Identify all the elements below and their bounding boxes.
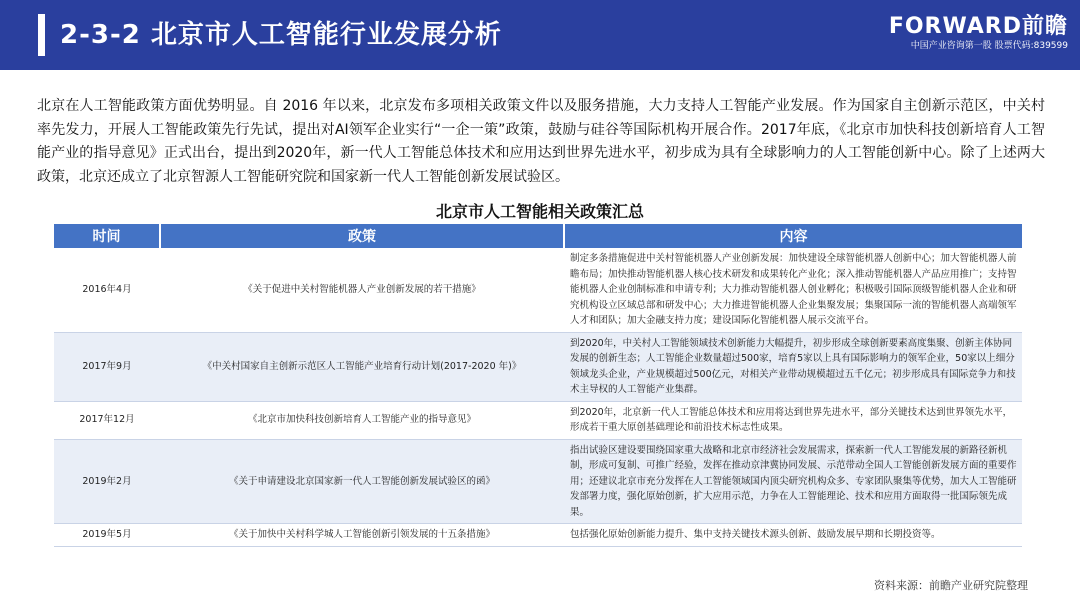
cell-content: 制定多条措施促进中关村智能机器人产业创新发展：加快建设全球智能机器人创新中心；加大智能机器人前瞻布局；加快推动智能机器人核心技术研发和成果转化产业化；深入推动智能机器人产品应用推广；支持智能机器人企业创制标准和申请专利；大力推动智能机器人创业孵化；积极吸引国际顶级智能机器人企业和研究机构设立区域总部和研发中心；大力推进智能机器人企业集聚发展；集聚国际一流的智能机器人高端领军人才和团队；加大金融支持力度；建设国际化智能机器人展示交流平台。 [564, 248, 1022, 332]
header-time: 时间 [54, 224, 160, 248]
title-accent-bar [38, 14, 45, 56]
cell-time: 2016年4月 [54, 248, 160, 332]
table-row [54, 401, 1022, 439]
logo-brand-text: FORWARD前瞻 [888, 14, 1068, 39]
cell-time: 2017年12月 [54, 401, 160, 439]
header-bar [0, 0, 1080, 70]
brand-logo [889, 14, 1068, 52]
page-title: 2-3-2 北京市人工智能行业发展分析 [60, 20, 502, 50]
table-row [54, 332, 1022, 401]
cell-time: 2019年2月 [54, 439, 160, 524]
cell-policy: 《关于申请建设北京国家新一代人工智能创新发展试验区的函》 [160, 439, 564, 524]
cell-content: 到2020年，北京新一代人工智能总体技术和应用将达到世界先进水平，部分关键技术达到世界领先水平，形成若干重大原创基础理论和前沿技术标志性成果。 [564, 401, 1022, 439]
intro-paragraph: 北京在人工智能政策方面优势明显。自 2016 年以来，北京发布多项相关政策文件以及服务措施，大力支持人工智能产业发展。作为国家自主创新示范区，中关村率先发力，开展人工智能政策先行先试，提出对AI领军企业实行“一企一策”政策，鼓励与硅谷等国际机构开展合作。2017年底，《北京市加快科技创新培育人工智能产业的指导意见》正式出台，提出到2020年，新一代人工智能总体技术和应用达到世界先进水平，初步成为具有全球影响力的人工智能创新中心。除了上述两大政策，北京还成立了北京智源人工智能研究院和国家新一代人工智能创新发展试验区。 [37, 98, 1045, 185]
table-row [54, 524, 1022, 547]
cell-content: 指出试验区建设要围绕国家重大战略和北京市经济社会发展需求，探索新一代人工智能发展的新路径新机制，形成可复制、可推广经验，发挥在推动京津冀协同发展、示范带动全国人工智能创新发展方面的重要作用；还建议北京市充分发挥在人工智能领域国内顶尖研究机构众多、专家团队聚集等优势，加大人工智能研发部署力度，强化原始创新，扩大应用示范，力争在人工智能理论、技术和应用方面取得一批国际领先成果。 [564, 439, 1022, 524]
table-row [54, 439, 1022, 524]
cell-policy: 《中关村国家自主创新示范区人工智能产业培育行动计划(2017-2020 年)》 [160, 332, 564, 401]
table-header-row [54, 224, 1022, 248]
cell-policy: 《北京市加快科技创新培育人工智能产业的指导意见》 [160, 401, 564, 439]
cell-policy: 《关于加快中关村科学城人工智能创新引领发展的十五条措施》 [160, 524, 564, 547]
header-content: 内容 [564, 224, 1022, 248]
table-title: 北京市人工智能相关政策汇总 [435, 202, 644, 221]
cell-content: 到2020年，中关村人工智能领域技术创新能力大幅提升，初步形成全球创新要素高度集聚、创新主体协同发展的创新生态；人工智能企业数量超过500家，培育5家以上具有国际影响力的领军企业，50家以上细分领域龙头企业，产业规模超过500亿元，对相关产业带动规模超过五千亿元；初步形成具有国际竞争力和技术主导权的人工智能产业集群。 [564, 332, 1022, 401]
cell-policy: 《关于促进中关村智能机器人产业创新发展的若干措施》 [160, 248, 564, 332]
logo-subtitle: 中国产业咨询第一股 股票代码:839599 [910, 41, 1068, 51]
cell-time: 2019年5月 [54, 524, 160, 547]
table-row [54, 248, 1022, 332]
cell-content: 包括强化原始创新能力提升、集中支持关键技术源头创新、鼓励发展早期和长期投资等。 [564, 524, 1022, 547]
policy-table [54, 224, 1022, 547]
header-policy: 政策 [160, 224, 564, 248]
source-note: 资料来源：前瞻产业研究院整理 [874, 579, 1028, 592]
cell-time: 2017年9月 [54, 332, 160, 401]
